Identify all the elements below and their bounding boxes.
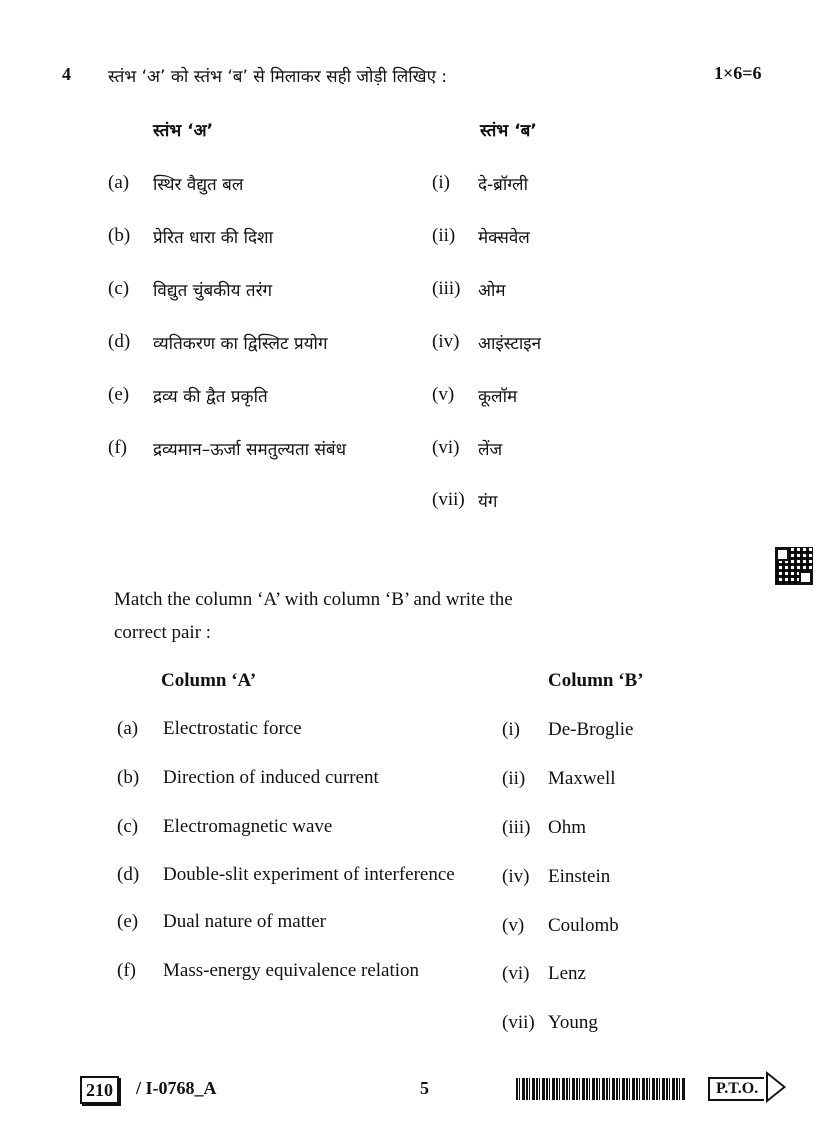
list-item: कूलॉम: [478, 387, 518, 407]
list-item-label: (v): [502, 915, 525, 936]
english-col-b-header: Column ‘B’: [548, 670, 644, 691]
list-item: प्रेरित धारा की दिशा: [153, 228, 273, 248]
list-item-label: (ii): [432, 225, 456, 246]
list-item-label: (e): [117, 911, 139, 932]
list-item: Young: [548, 1012, 598, 1033]
list-item-label: (b): [108, 225, 131, 246]
list-item: मेक्सवेल: [478, 228, 530, 248]
list-item: ओम: [478, 281, 506, 301]
list-item: Ohm: [548, 817, 586, 838]
list-item: Maxwell: [548, 768, 616, 789]
list-item: यंग: [478, 492, 498, 512]
list-item: दे-ब्रॉग्ली: [478, 175, 528, 195]
paper-code: 210: [80, 1076, 119, 1104]
question-number: 4: [62, 64, 71, 84]
list-item-label: (f): [108, 437, 127, 458]
list-item: Dual nature of matter: [163, 911, 327, 932]
list-item-label: (iii): [432, 278, 461, 299]
marks: 1×6=6: [714, 63, 762, 83]
hindi-col-a-header: स्तंभ ‘अ’: [153, 121, 214, 141]
list-item-label: (v): [432, 384, 455, 405]
list-item-label: (vi): [432, 437, 460, 458]
list-item-label: (d): [108, 331, 131, 352]
list-item: Coulomb: [548, 915, 619, 936]
list-item: स्थिर वैद्युत बल: [153, 175, 244, 195]
english-prompt-line2: correct pair :: [114, 622, 212, 643]
page-number: 5: [420, 1078, 429, 1098]
list-item: Lenz: [548, 963, 586, 984]
english-prompt-line1: Match the column ‘A’ with column ‘B’ and write the: [114, 589, 513, 610]
list-item-label: (vii): [432, 489, 465, 510]
list-item-label: (iv): [432, 331, 460, 352]
hindi-col-b-header: स्तंभ ‘ब’: [480, 121, 537, 141]
list-item: Electromagnetic wave: [163, 816, 333, 837]
list-item-label: (c): [108, 278, 130, 299]
list-item-label: (iii): [502, 817, 531, 838]
hindi-prompt: स्तंभ ‘अ’ को स्तंभ ‘ब’ से मिलाकर सही जोड़ी लिखिए :: [108, 67, 448, 87]
list-item-label: (a): [117, 718, 139, 739]
list-item: आइंस्टाइन: [478, 334, 542, 354]
list-item-label: (ii): [502, 768, 526, 789]
english-col-a-header: Column ‘A’: [161, 670, 257, 691]
list-item: लेंज: [478, 440, 503, 460]
pto-label: P.T.O.: [708, 1077, 764, 1101]
list-item-label: (f): [117, 960, 136, 981]
list-item: Mass-energy equivalence relation: [163, 960, 420, 981]
arrow-right-icon: [766, 1071, 786, 1103]
list-item-label: (iv): [502, 866, 530, 887]
barcode-icon: [516, 1078, 686, 1100]
list-item: द्रव्य की द्वैत प्रकृति: [153, 387, 268, 407]
list-item-label: (e): [108, 384, 130, 405]
qr-code-icon: [776, 548, 812, 584]
list-item: Double-slit experiment of interference: [163, 864, 455, 885]
list-item-label: (i): [502, 719, 520, 740]
list-item-label: (a): [108, 172, 130, 193]
list-item-label: (vi): [502, 963, 530, 984]
list-item-label: (b): [117, 767, 140, 788]
list-item-label: (c): [117, 816, 139, 837]
list-item-label: (d): [117, 864, 140, 885]
list-item: द्रव्यमान–ऊर्जा समतुल्यता संबंध: [153, 440, 347, 460]
list-item: Electrostatic force: [163, 718, 302, 739]
list-item: Direction of induced current: [163, 767, 379, 788]
list-item: व्यतिकरण का द्विस्लिट प्रयोग: [153, 334, 328, 354]
list-item-label: (vii): [502, 1012, 535, 1033]
list-item-label: (i): [432, 172, 450, 193]
list-item: Einstein: [548, 866, 611, 887]
list-item: विद्युत चुंबकीय तरंग: [153, 281, 273, 301]
series-code: / I-0768_A: [136, 1078, 217, 1098]
list-item: De-Broglie: [548, 719, 634, 740]
